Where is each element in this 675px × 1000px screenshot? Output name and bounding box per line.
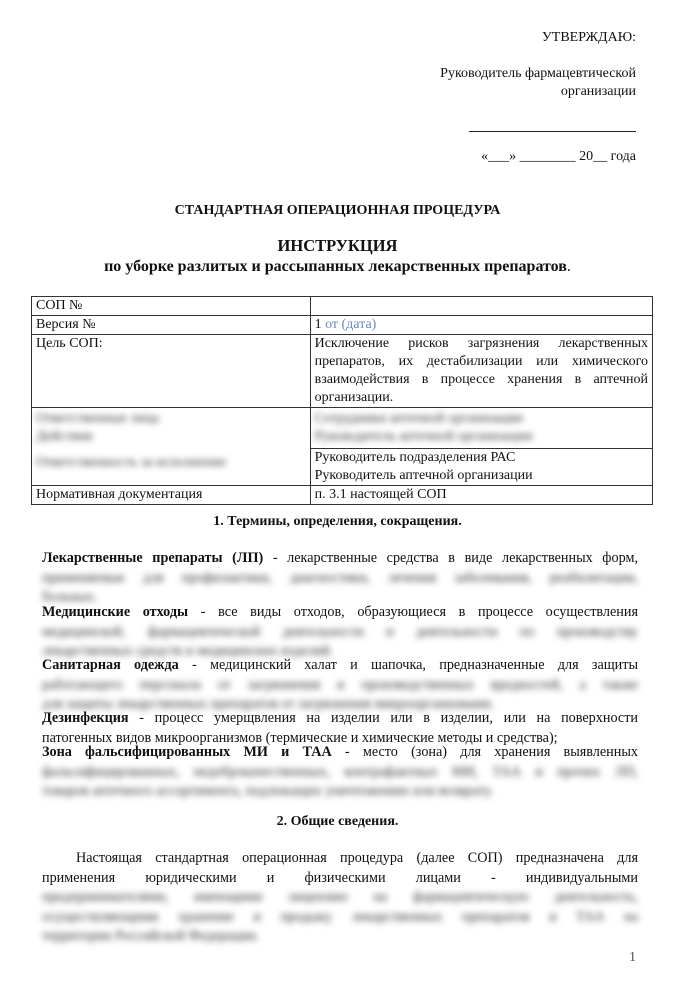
approval-date: «___» ________ 20__ года xyxy=(481,149,636,164)
hidden-text: лекарственных средств и медицинских изделий. xyxy=(42,643,334,659)
term-definition: - лекарственные средства в виде лекарственных форм, xyxy=(263,550,638,566)
paragraph-line: применения юридическими и физическими лицами - индивидуальными xyxy=(42,869,638,886)
version-label: Версия № xyxy=(32,316,311,335)
goal-line: Исключение рисков загрязнения лекарственных xyxy=(314,336,648,351)
goal-text xyxy=(310,335,652,408)
hidden-text: для защиты лекарственных препаратов от загрязнения микроорганизмами. xyxy=(42,696,495,712)
instruction-subtitle-wrap: по уборке разлитых и рассыпанных лекарственных препаратов. xyxy=(104,258,571,275)
version-date: от (дата) xyxy=(325,317,377,332)
section1-heading: 1. Термины, определения, сокращения. xyxy=(213,514,462,529)
term-name: Дезинфекция xyxy=(42,710,129,726)
hidden-text: медицинской, фармацевтической деятельности и деятельности по производству xyxy=(42,623,638,640)
version-value: 1 xyxy=(314,317,322,332)
responsible-line: Руководитель аптечной организации xyxy=(314,468,533,483)
goal-line: препаратов, их дестабилизации или химического xyxy=(314,354,648,369)
term-name: Медицинские отходы xyxy=(42,604,189,620)
version-cell xyxy=(310,316,652,335)
blurred-value: Сотрудники аптечной организации xyxy=(314,411,524,426)
sop-title: СТАНДАРТНАЯ ОПЕРАЦИОННАЯ ПРОЦЕДУРА xyxy=(174,203,501,218)
table-row xyxy=(32,486,653,505)
hidden-text: работающего персонала от загрязнения и производственных вредностей, а также xyxy=(42,676,638,693)
blurred-value: Руководитель аптечной организации xyxy=(314,429,533,444)
responsibility-cell xyxy=(310,408,652,486)
term-definition: - процесс умерщвления на изделии или в изделии, или на поверхности xyxy=(128,710,638,726)
term-name: Санитарная одежда xyxy=(42,657,179,673)
instruction-subtitle: по уборке разлитых и рассыпанных лекарственных препаратов xyxy=(104,258,567,275)
norm-docs-value: п. 3.1 настоящей СОП xyxy=(310,486,652,505)
signature-line xyxy=(469,131,636,132)
hidden-text: территории Российской Федерации. xyxy=(42,928,260,944)
blurred-labels xyxy=(32,408,311,486)
approver-title-line2: организации xyxy=(560,84,636,99)
term-sanitary-clothing xyxy=(42,656,638,715)
hidden-text: товаров аптечного ассортимента, подлежащих уничтожению или возврату. xyxy=(42,783,494,799)
term-counterfeit-zone xyxy=(42,743,638,802)
term-name: Лекарственные препараты (ЛП) xyxy=(42,550,264,566)
term-name: Зона фальсифицированных МИ и ТАА xyxy=(42,744,332,760)
goal-label: Цель СОП: xyxy=(32,335,311,408)
term-definition: - медицинский халат и шапочка, предназначенные для защиты xyxy=(178,657,639,673)
blurred-label: Ответственные лица xyxy=(36,411,159,426)
blurred-label: Действия xyxy=(36,429,93,444)
hidden-text: осуществляющими хранение и продажу лекарственных препаратов и ТАА на xyxy=(42,908,638,925)
goal-line: организации. xyxy=(314,390,394,405)
table-row xyxy=(32,335,653,408)
instruction-title: ИНСТРУКЦИЯ xyxy=(277,236,398,255)
table-row xyxy=(32,297,653,316)
table-row xyxy=(32,408,653,486)
term-lp xyxy=(42,549,638,608)
hidden-text: больных. xyxy=(42,589,98,605)
sop-info-table xyxy=(31,296,653,505)
hidden-text: фальсифицированных, недоброкачественных, контрафактных МИ, ТАА и прочих ЛП, xyxy=(42,763,638,780)
term-definition: - все виды отходов, образующиеся в процессе осуществления xyxy=(188,604,639,620)
section2-heading: 2. Общие сведения. xyxy=(276,814,399,829)
goal-line: взаимодействия в процессе хранения в аптечной xyxy=(314,372,648,387)
hidden-text: предпринимателями, имеющими лицензию на фармацевтическую деятельность, xyxy=(42,889,638,905)
sop-number-value xyxy=(310,297,652,316)
general-info-paragraph xyxy=(42,849,638,947)
paragraph-line: Настоящая стандартная операционная процедура (далее СОП) предназначена для xyxy=(76,850,638,866)
sop-number-label: СОП № xyxy=(32,297,311,316)
table-row xyxy=(32,316,653,335)
term-medical-waste xyxy=(42,603,638,662)
hidden-text: применяемые для профилактики, диагностики, лечения заболевания, реабилитации, xyxy=(42,569,638,586)
responsible-line: Руководитель подразделения РАС xyxy=(314,450,516,465)
responsibility-block xyxy=(311,448,652,485)
blurred-label: Ответственность за исполнение xyxy=(36,455,227,470)
approve-label: УТВЕРЖДАЮ: xyxy=(541,30,636,45)
term-definition: патогенных видов микроорганизмов (термические и химические методы и средства); xyxy=(42,729,558,746)
page-number: 1 xyxy=(629,950,636,965)
approver-title-line1: Руководитель фармацевтической xyxy=(440,66,636,81)
term-definition: - место (зона) для хранения выявленных xyxy=(331,744,638,760)
norm-docs-label: Нормативная документация xyxy=(32,486,311,505)
